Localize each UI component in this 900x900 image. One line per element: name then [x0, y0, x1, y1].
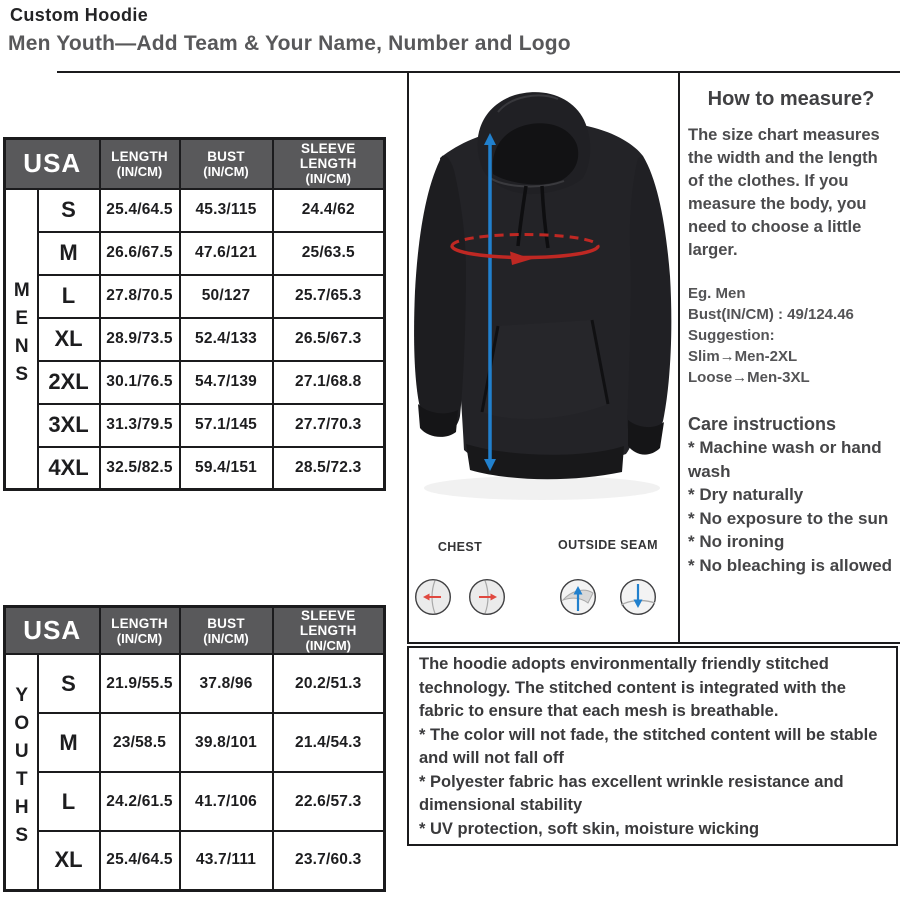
care-item: * No exposure to the sun	[688, 508, 889, 528]
bust-cell: 41.7/106	[180, 772, 273, 831]
chest-arrow-left-icon	[414, 578, 452, 616]
size-cell: M	[38, 232, 100, 275]
outside-seam-label: OUTSIDE SEAM	[558, 538, 658, 552]
mens-header-row	[5, 139, 385, 189]
size-cell: L	[38, 275, 100, 318]
length-cell: 25.4/64.5	[100, 831, 180, 890]
length-cell: 31.3/79.5	[100, 404, 180, 447]
table-row	[5, 831, 385, 890]
hoodie-photo	[412, 86, 672, 510]
sleeve-cell: 21.4/54.3	[273, 713, 385, 772]
care-item: * No bleaching is allowed	[688, 555, 893, 575]
sleeve-cell: 25.7/65.3	[273, 275, 385, 318]
size-cell: S	[38, 654, 100, 713]
size-cell: 3XL	[38, 404, 100, 447]
column-header-length: LENGTH (IN/CM)	[100, 607, 180, 655]
sleeve-cell: 23.7/60.3	[273, 831, 385, 890]
right-panel-left-divider	[678, 71, 680, 644]
youths-size-table	[3, 605, 386, 892]
table-row	[5, 318, 385, 361]
size-cell: XL	[38, 318, 100, 361]
sleeve-cell: 25/63.5	[273, 232, 385, 275]
column-header-length: LENGTH (IN/CM)	[100, 139, 180, 189]
bust-cell: 50/127	[180, 275, 273, 318]
page-title: Custom Hoodie	[10, 5, 149, 25]
sleeve-cell: 26.5/67.3	[273, 318, 385, 361]
description-paragraph: * Polyester fabric has excellent wrinkle resistance and dimensional stability	[419, 772, 844, 814]
mens-vertical-label: MENS	[11, 280, 33, 393]
bust-cell: 54.7/139	[180, 361, 273, 404]
bust-cell: 39.8/101	[180, 713, 273, 772]
product-description-box	[407, 646, 898, 846]
table-row	[5, 404, 385, 447]
column-header-sleeve-length: SLEEVE LENGTH (IN/CM)	[273, 607, 385, 655]
how-to-measure-text: The size chart measures the width and the length of the clothes. If you measure the body, you need to choose a little larger.	[688, 126, 880, 259]
mens-group-label-cell	[5, 189, 38, 490]
care-item: * No ironing	[688, 532, 785, 551]
description-paragraph: * UV protection, soft skin, moisture wicking	[419, 819, 760, 838]
outside-seam-arrow-up-icon	[559, 578, 597, 616]
column-header-usa: USA	[5, 139, 100, 189]
page-subtitle: Men Youth—Add Team & Your Name, Number and Logo	[8, 32, 571, 55]
bust-cell: 47.6/121	[180, 232, 273, 275]
example-line: Loose→Men-3XL	[688, 369, 810, 386]
table-row	[5, 447, 385, 490]
table-row	[5, 654, 385, 713]
sleeve-cell: 22.6/57.3	[273, 772, 385, 831]
bust-cell: 57.1/145	[180, 404, 273, 447]
sleeve-cell: 20.2/51.3	[273, 654, 385, 713]
mens-size-table	[3, 137, 386, 491]
chest-arrow-right-icon	[468, 578, 506, 616]
table-row	[5, 361, 385, 404]
size-cell: 4XL	[38, 447, 100, 490]
bust-cell: 45.3/115	[180, 189, 273, 232]
care-instructions-block	[688, 412, 894, 577]
table-row	[5, 189, 385, 232]
length-cell: 21.9/55.5	[100, 654, 180, 713]
size-cell: L	[38, 772, 100, 831]
length-cell: 24.2/61.5	[100, 772, 180, 831]
size-cell: S	[38, 189, 100, 232]
bust-cell: 52.4/133	[180, 318, 273, 361]
example-line: Suggestion:	[688, 327, 775, 344]
example-line: Eg. Men	[688, 285, 746, 302]
table-row	[5, 275, 385, 318]
sleeve-cell: 24.4/62	[273, 189, 385, 232]
size-cell: M	[38, 713, 100, 772]
table-row	[5, 713, 385, 772]
youths-vertical-label: YOUTHS	[11, 685, 33, 854]
bust-cell: 59.4/151	[180, 447, 273, 490]
bust-cell: 37.8/96	[180, 654, 273, 713]
care-item: * Dry naturally	[688, 485, 804, 504]
length-cell: 32.5/82.5	[100, 447, 180, 490]
center-panel-left-divider	[407, 71, 409, 644]
youths-group-label-cell	[5, 654, 38, 890]
length-cell: 27.8/70.5	[100, 275, 180, 318]
column-header-bust: BUST (IN/CM)	[180, 139, 273, 189]
care-item: * Machine wash or hand wash	[688, 438, 882, 481]
how-to-measure-panel	[688, 88, 894, 577]
length-cell: 28.9/73.5	[100, 318, 180, 361]
sleeve-cell: 27.7/70.3	[273, 404, 385, 447]
youths-header-row	[5, 607, 385, 655]
table-row	[5, 772, 385, 831]
sleeve-cell: 27.1/68.8	[273, 361, 385, 404]
chest-label: CHEST	[437, 540, 483, 554]
table-row	[5, 232, 385, 275]
bottom-divider	[407, 642, 900, 644]
top-divider	[57, 71, 900, 73]
column-header-usa: USA	[5, 607, 100, 655]
description-paragraph: The hoodie adopts environmentally friendly stitched technology. The stitched content is integrated with the fabric to ensure that each mesh is breathable.	[419, 655, 846, 720]
care-instructions-heading: Care instructions	[688, 414, 837, 434]
column-header-bust: BUST (IN/CM)	[180, 607, 273, 655]
outside-seam-arrow-down-icon	[619, 578, 657, 616]
size-cell: 2XL	[38, 361, 100, 404]
length-cell: 23/58.5	[100, 713, 180, 772]
column-header-sleeve-length: SLEEVE LENGTH (IN/CM)	[273, 139, 385, 189]
description-paragraph: * The color will not fade, the stitched content will be stable and will not fall off	[419, 725, 878, 767]
example-line: Slim→Men-2XL	[688, 348, 798, 365]
length-cell: 30.1/76.5	[100, 361, 180, 404]
sleeve-cell: 28.5/72.3	[273, 447, 385, 490]
length-cell: 26.6/67.5	[100, 232, 180, 275]
example-line: Bust(IN/CM) : 49/124.46	[688, 306, 854, 323]
bust-cell: 43.7/111	[180, 831, 273, 890]
how-to-measure-heading: How to measure?	[707, 88, 875, 110]
size-cell: XL	[38, 831, 100, 890]
length-cell: 25.4/64.5	[100, 189, 180, 232]
size-suggestion-block	[688, 283, 894, 388]
